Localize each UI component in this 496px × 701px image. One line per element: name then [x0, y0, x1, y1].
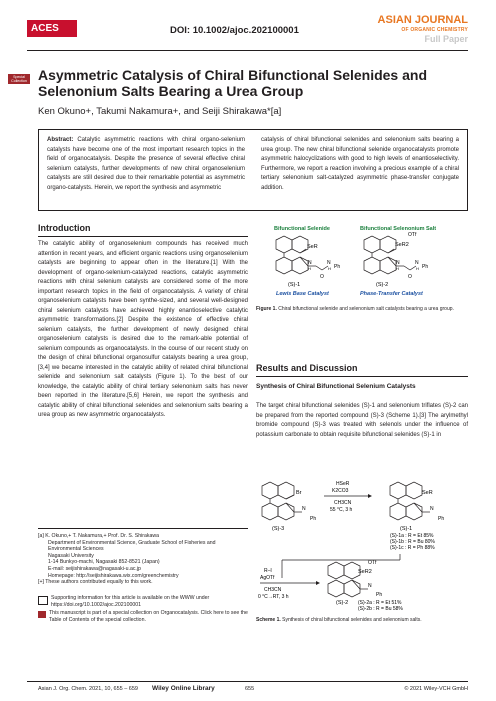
affil-line-5: 1-14 Bunkyo-machi, Nagasaki 852-8521 (Japan)	[48, 559, 160, 566]
scheme1-arrowhead1	[368, 494, 372, 498]
scheme1-product2-structure	[328, 562, 368, 597]
scheme1-solvent2: CH3CN	[264, 587, 282, 593]
scheme1-product1-row1: (S)-1a : R = Et 85%	[390, 533, 434, 539]
article-type: Full Paper	[424, 34, 468, 44]
scheme1	[250, 476, 468, 612]
affil-line-1: [a] K. Okuno,+ T. Nakamura,+ Prof. Dr. S. Shirakawa	[38, 533, 159, 539]
abstract-right: catalysis of chiral bifunctional selenides and selenonium salts bearing a urea group. The new chiral bifunctional selenide organocatalysts promote asymmetric halocyclizations with good to high levels of enantioselectivity. Furthermore, we report a reaction involving a precious example of a chiral tertiary selenonium salt-catalyzed asymmetric phase-transfer conjugate addition.	[261, 137, 459, 191]
abstract-left-text: Catalytic asymmetric reactions with chiral organo-selenium catalysts have become one of the most important research topics in the field of organocatalysis. Despite the presence of several effective chiral selenium catalysts, further developments of new chiral organoselenium catalysts are still desired due to their remarkable potential as asymmetric organo-catalysts. Herein, we report the synthesis and asymmetric	[47, 137, 246, 191]
scheme1-product1-row3: (S)-1c : R = Ph 88%	[390, 545, 435, 551]
scheme1-reagent2: K2CO3	[332, 488, 349, 494]
scheme1-product2-otf: OTf	[368, 560, 377, 566]
scheme1-product2-label: (S)-2	[336, 600, 349, 606]
publisher-logo: ACESAsian Chemical Society	[27, 20, 77, 37]
special-collection-badge[interactable]: Special Collection	[8, 74, 30, 84]
results-heading: Results and Discussion	[256, 363, 358, 373]
special-collection-note	[38, 610, 248, 623]
fig1-left-n1: N	[308, 260, 312, 266]
results-subheading: Synthesis of Chiral Bifunctional Selenium Catalysts	[256, 383, 416, 390]
fig1-left-se: SeR	[307, 244, 318, 250]
special-collection-text[interactable]: This manuscript is part of a special collection on Organocatalysis. Click here to see the Table of Contents of the special collection.	[49, 610, 248, 623]
fig1-left-h1: H	[308, 266, 311, 271]
publisher-logo-sub: Asian Chemical Society	[33, 37, 50, 57]
fig1-right-ph: Ph	[422, 264, 429, 270]
supporting-info-note	[38, 595, 248, 608]
fig1-left-n2: N	[327, 260, 331, 266]
scheme1-start-structure	[262, 482, 302, 520]
footer-rule	[27, 681, 468, 682]
scheme1-reagent1: HSeR	[336, 481, 350, 487]
fig1-left-o: O	[320, 274, 324, 280]
author-list: Ken Okuno+, Takumi Nakamura+, and Seiji Shirakawa*[a]	[38, 106, 282, 117]
intro-body: The catalytic ability of organoselenium compounds has received much attention in recent years, and efficient organic reactions using organoselenium catalysts are beginning to appear often in the literature.[1] With the development of organo-selenium-catalyzed reactions, catalytic asymmetric reactions with chiral selenium catalysts are considered some of the more important research topics in the field of organocatalysis. A variety of chiral organoselenium catalysts have been synthe-sized, and several well-designed chiral selenium catalysts have achieved highly enantioselective catalytic asymmetric transformations.[2] Despite the existence of effective chiral selenium catalysts, the further development of newly designed chiral organoselenium catalysts is desired due to the remark-able potential of selenium compounds as organocatalysts. In the course of our recent study on the design of chiral bifunctional organosulfur catalysts bearing a urea group,[3,4] we became interested in the catalytic ability of related chiral bifunctional selenide and selenonium salt catalysts (Figure 1). To the best of our knowledge, the catalytic ability of chiral tertiary selenonium salts has never been reported in the literature.[5,6] Herein, we report the synthesis and catalytic ability of chiral bifunctional selenides and selenonium salts bearing a urea group as new asymmetric organocatalysts.	[38, 241, 248, 418]
results-body: The target chiral bifunctional selenides (S)-1 and selenonium triflates (S)-2 can be prepared from the reported compound (S)-3 (Scheme 1).[3] The arylmethyl bromide compound (S)-3 was treated with selenols under the influence of potassium carbonate to obtain requisite bifunctional selenides (S)-1 in	[256, 403, 468, 438]
fig1-left-binaphthyl	[276, 236, 328, 274]
fig1-right-otf: OTf	[408, 232, 417, 238]
fig1-right-n1: N	[396, 260, 400, 266]
fig1-left-title: Bifunctional Selenide	[274, 226, 330, 232]
article-title: Asymmetric Catalysis of Chiral Bifunctional Selenides and Selenonium Salts Bearing a Urea Group	[38, 67, 427, 99]
scheme1-caption: Scheme 1. Synthesis of chiral bifunctional selenides and selenonium salts.	[256, 617, 422, 623]
intro-rule	[38, 236, 248, 237]
scheme1-start-ph: Ph	[310, 516, 317, 522]
equal-contribution-note: [+] These authors contributed equally to this work.	[38, 579, 153, 586]
fig1-left-label: (S)-1	[288, 282, 301, 288]
affil-line-2: Department of Environmental Science, Graduate School of Fisheries and	[48, 539, 216, 546]
footer-citation: Asian J. Org. Chem. 2021, 10, 655 – 659	[38, 686, 138, 692]
fig1-right-o: O	[408, 274, 412, 280]
abstract-left	[47, 136, 245, 194]
scheme1-product1-structure	[390, 482, 430, 520]
scheme1-reagent4: AgOTf	[260, 575, 275, 581]
footer-library-link[interactable]: Wiley Online Library	[152, 685, 215, 692]
scheme1-product2-row2: (S)-2b : R = Bu 58%	[358, 606, 403, 612]
scheme1-product2-ph: Ph	[376, 592, 383, 598]
fig1-right-role: Phase-Transfer Catalyst	[360, 291, 423, 297]
fig1-right-se: SeR2	[395, 242, 409, 248]
affiliation	[38, 533, 248, 586]
affil-email[interactable]: E-mail: seijishirakawa@nagasaki-u.ac.jp	[48, 565, 141, 572]
fig1-right-label: (S)-2	[376, 282, 389, 288]
supporting-info-text[interactable]: Supporting information for this article is available on the WWW under https://doi.org/10.1002/ajoc.202100001	[51, 595, 210, 608]
scheme1-product1-row2: (S)-1b : R = Bu 80%	[390, 539, 435, 545]
figure1-structures	[256, 222, 468, 304]
fig1-right-n2: N	[415, 260, 419, 266]
footer-copyright: © 2021 Wiley-VCH GmbH	[404, 686, 468, 692]
fig1-left-ph: Ph	[334, 264, 341, 270]
abstract-box	[38, 129, 468, 211]
abstract-label: Abstract:	[47, 137, 74, 143]
scheme1-product1-se: SeR	[422, 490, 433, 496]
scheme1-start-n: N	[302, 506, 306, 512]
figure1-caption: Figure 1. Chiral bifunctional selenide and selenonium salt catalysts bearing a urea group.	[256, 306, 454, 312]
scheme1-start-label: (S)-3	[272, 526, 285, 532]
scheme1-br: Br	[296, 490, 302, 496]
intro-heading: Introduction	[38, 223, 91, 233]
fig1-right-h2: H	[416, 266, 419, 271]
header-rule	[27, 50, 468, 51]
journal-name: ASIAN JOURNAL	[377, 14, 468, 26]
scheme1-product1-label: (S)-1	[400, 526, 413, 532]
scheme1-arrowhead2	[316, 581, 320, 585]
fig1-right-title: Bifunctional Selenonium Salt	[360, 226, 437, 232]
fig1-left-role: Lewis Base Catalyst	[276, 291, 329, 297]
page-number: 655	[245, 686, 255, 692]
affil-line-4: Nagasaki University	[48, 552, 94, 559]
footnote-rule	[38, 528, 248, 529]
scheme1-cond2: 0 °C→RT, 3 h	[258, 594, 289, 600]
scheme1-product2-row1: (S)-2a : R = Et 51%	[358, 600, 402, 606]
scheme1-solvent1: CH3CN	[334, 500, 352, 506]
scheme1-product1-n: N	[430, 506, 434, 512]
scheme1-product2-se: SeR2	[358, 569, 372, 575]
article-doi[interactable]: DOI: 10.1002/ajoc.202100001	[170, 25, 299, 36]
journal-subtitle: OF ORGANIC CHEMISTRY	[401, 27, 468, 33]
scheme1-product2-n: N	[368, 583, 372, 589]
scheme1-product1-ph: Ph	[438, 516, 445, 522]
scheme1-reagent3: R–I	[264, 568, 272, 574]
affil-homepage[interactable]: Homepage: http://seijishirakawa.wix.com/greenchemistry	[48, 572, 179, 579]
collection-icon	[38, 611, 46, 618]
results-rule	[256, 376, 468, 377]
affil-line-3: Environmental Sciences	[48, 546, 104, 553]
fig1-left-h2: H	[328, 266, 331, 271]
scheme1-cond1: 55 °C, 3 h	[330, 507, 353, 513]
fig1-right-h1: H	[396, 266, 399, 271]
supporting-info-icon	[38, 596, 48, 605]
